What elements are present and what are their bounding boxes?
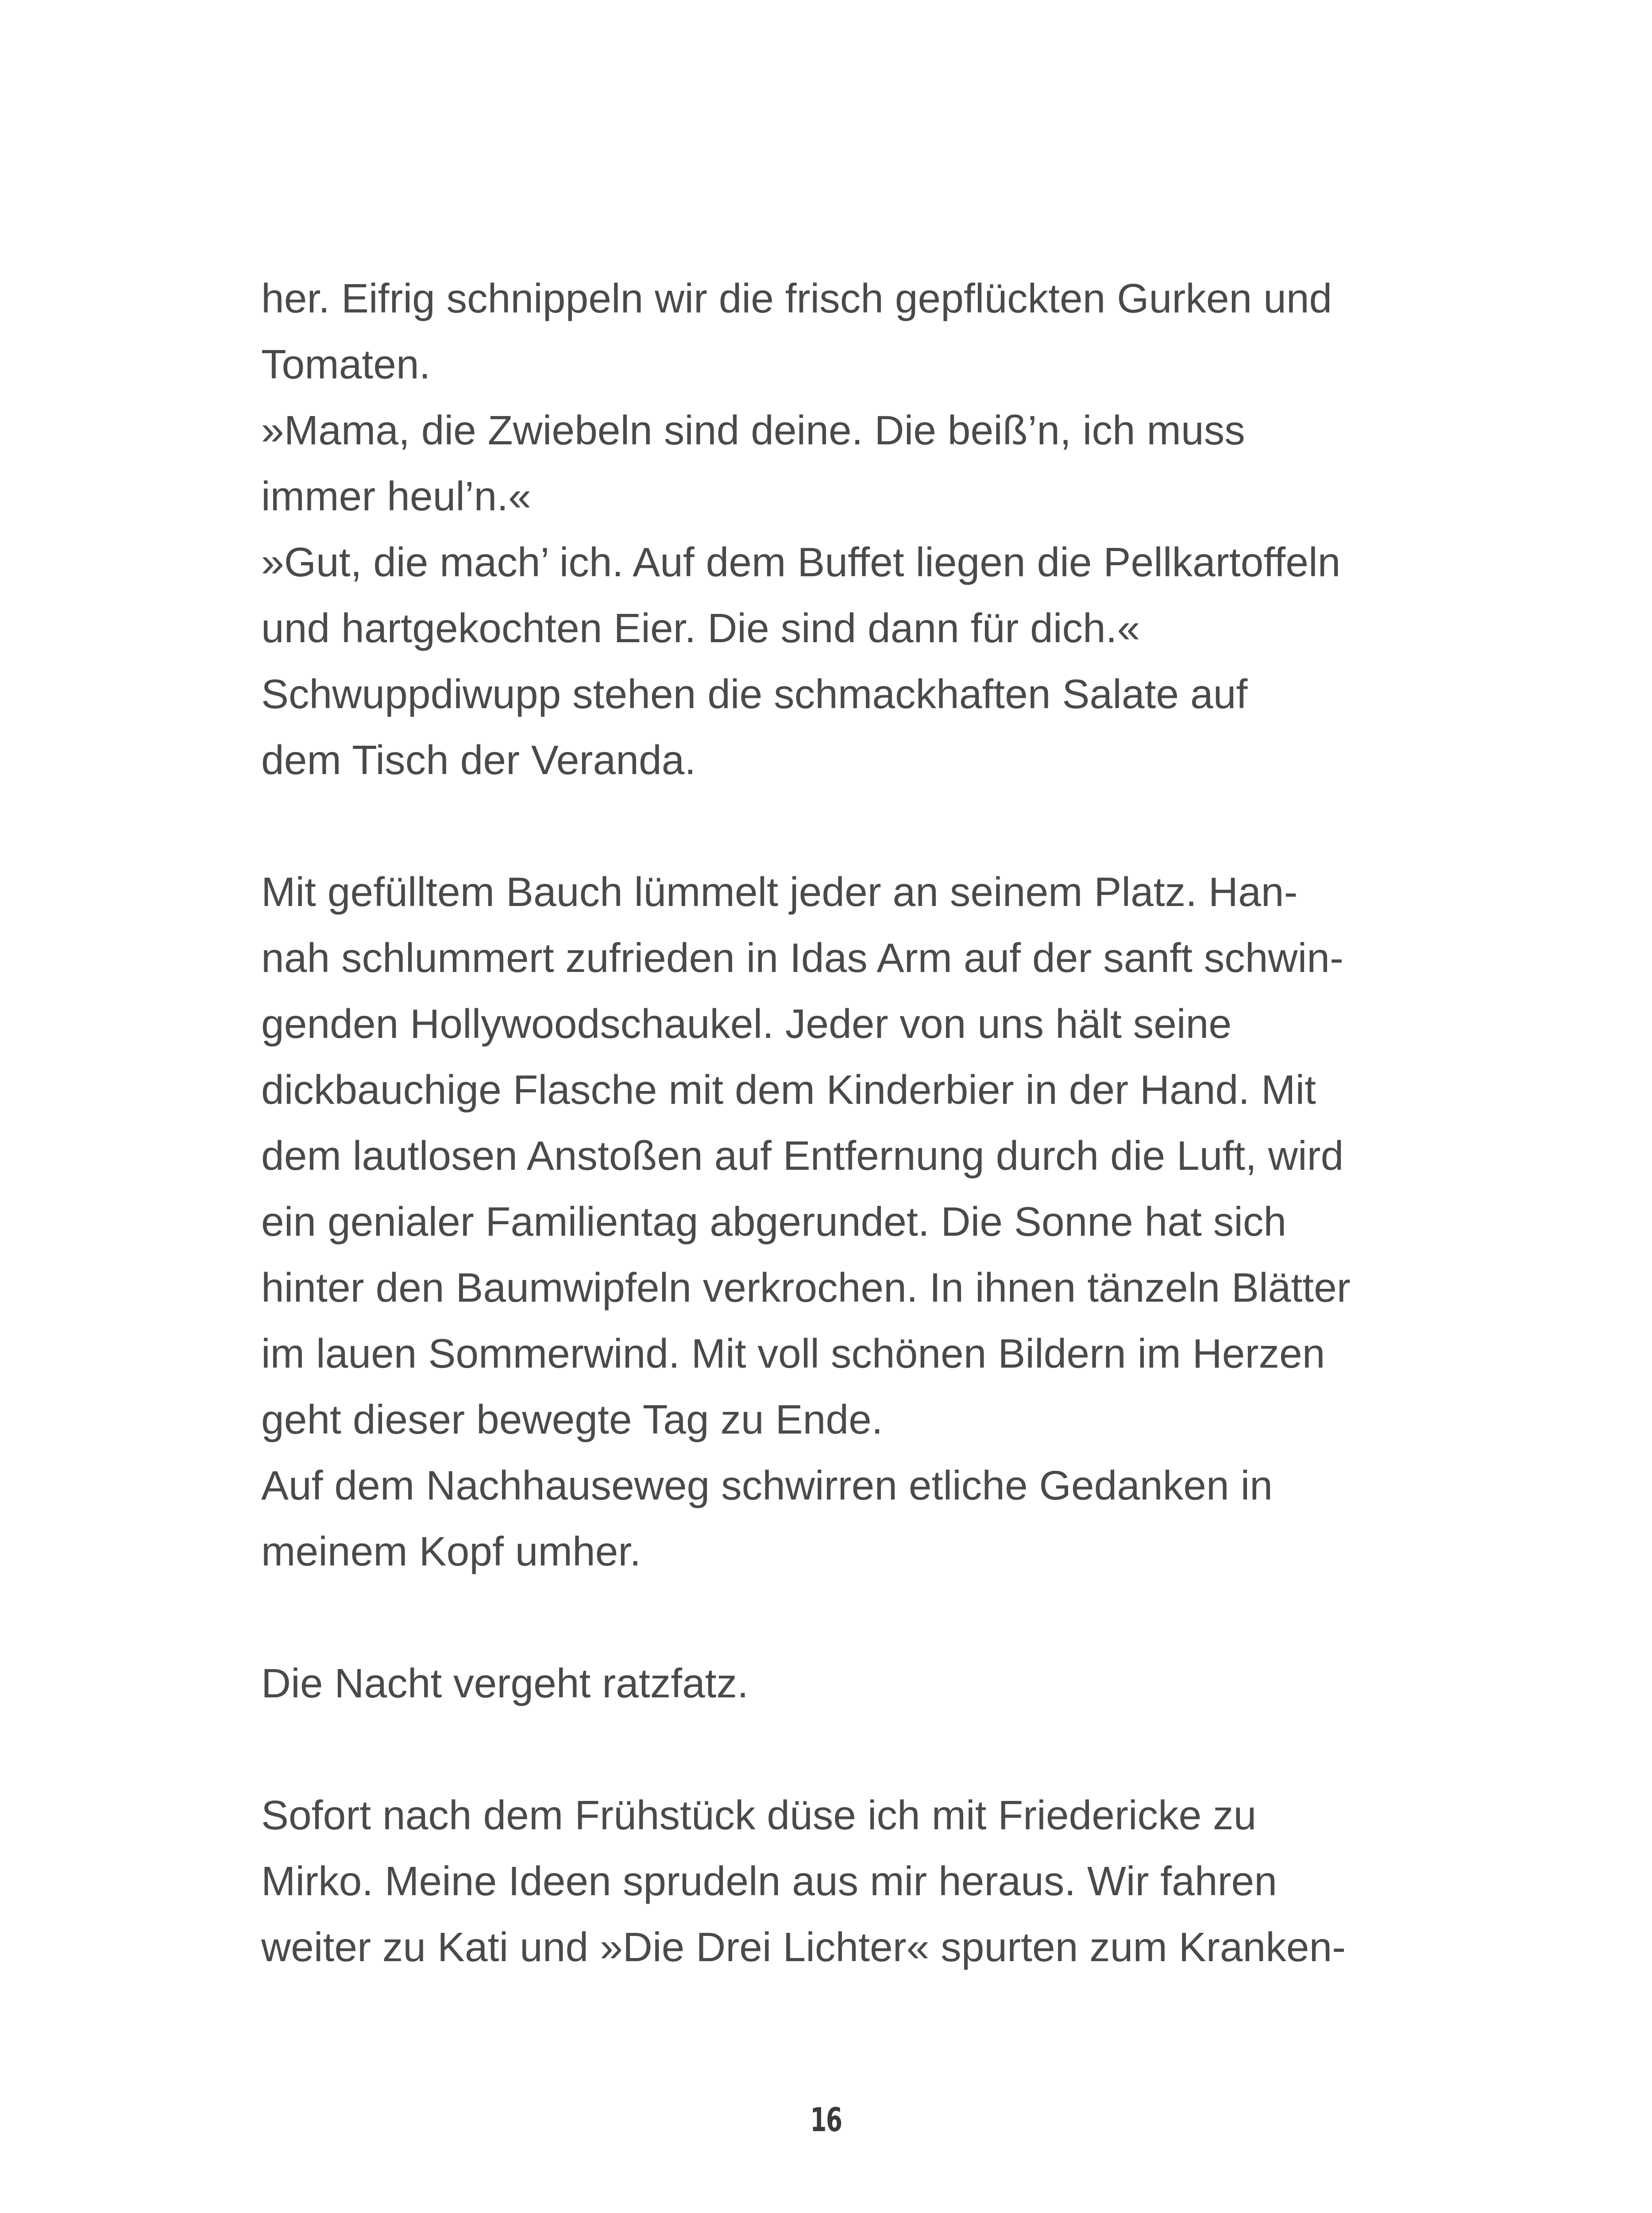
paragraph-gap [261,1716,1412,1782]
text-line: nah schlummert zufrieden in Idas Arm auf der sanft schwin- [261,935,1343,981]
text-line: dem lautlosen Anstoßen auf Entfernung durch die Luft, wird [261,1133,1344,1179]
text-line: Tomaten. [261,341,431,387]
text-line: dem Tisch der Veranda. [261,737,696,783]
text-line: Auf dem Nachhauseweg schwirren etliche Gedanken in [261,1462,1273,1508]
text-line: dickbauchige Flasche mit dem Kinderbier in der Hand. Mit [261,1067,1316,1113]
text-line: »Gut, die mach’ ich. Auf dem Buffet liegen die Pellkartoffeln [261,539,1341,585]
text-line: Sofort nach dem Frühstück düse ich mit Friedericke zu [261,1792,1257,1838]
paragraph-gap [261,1585,1412,1650]
text-line: Die Nacht vergeht ratzfatz. [261,1660,749,1706]
text-line: »Mama, die Zwiebeln sind deine. Die beiß’n, ich muss [261,407,1245,453]
text-line: Mirko. Meine Ideen sprudeln aus mir heraus. Wir fahren [261,1858,1277,1904]
paragraph-gap [261,793,1412,859]
text-line: hinter den Baumwipfeln verkrochen. In ihnen tänzeln Blätter [261,1265,1351,1311]
text-line: ein genialer Familientag abgerundet. Die Sonne hat sich [261,1199,1287,1245]
text-line: immer heul’n.« [261,473,531,519]
page-number: 16 [810,2101,842,2139]
text-line: geht dieser bewegte Tag zu Ende. [261,1396,883,1442]
text-line: im lauen Sommerwind. Mit voll schönen Bildern im Herzen [261,1330,1325,1376]
text-line: weiter zu Kati und »Die Drei Lichter« spurten zum Kranken- [261,1924,1346,1970]
text-line: genden Hollywoodschaukel. Jeder von uns hält seine [261,1001,1232,1047]
body-text [261,266,1412,1980]
text-line: Schwuppdiwupp stehen die schmackhaften Salate auf [261,671,1248,717]
text-line: und hartgekochten Eier. Die sind dann für dich.« [261,605,1140,651]
text-line: her. Eifrig schnippeln wir die frisch gepflückten Gurken und [261,275,1332,321]
text-line: Mit gefülltem Bauch lümmelt jeder an seinem Platz. Han- [261,869,1298,915]
text-line: meinem Kopf umher. [261,1528,641,1574]
